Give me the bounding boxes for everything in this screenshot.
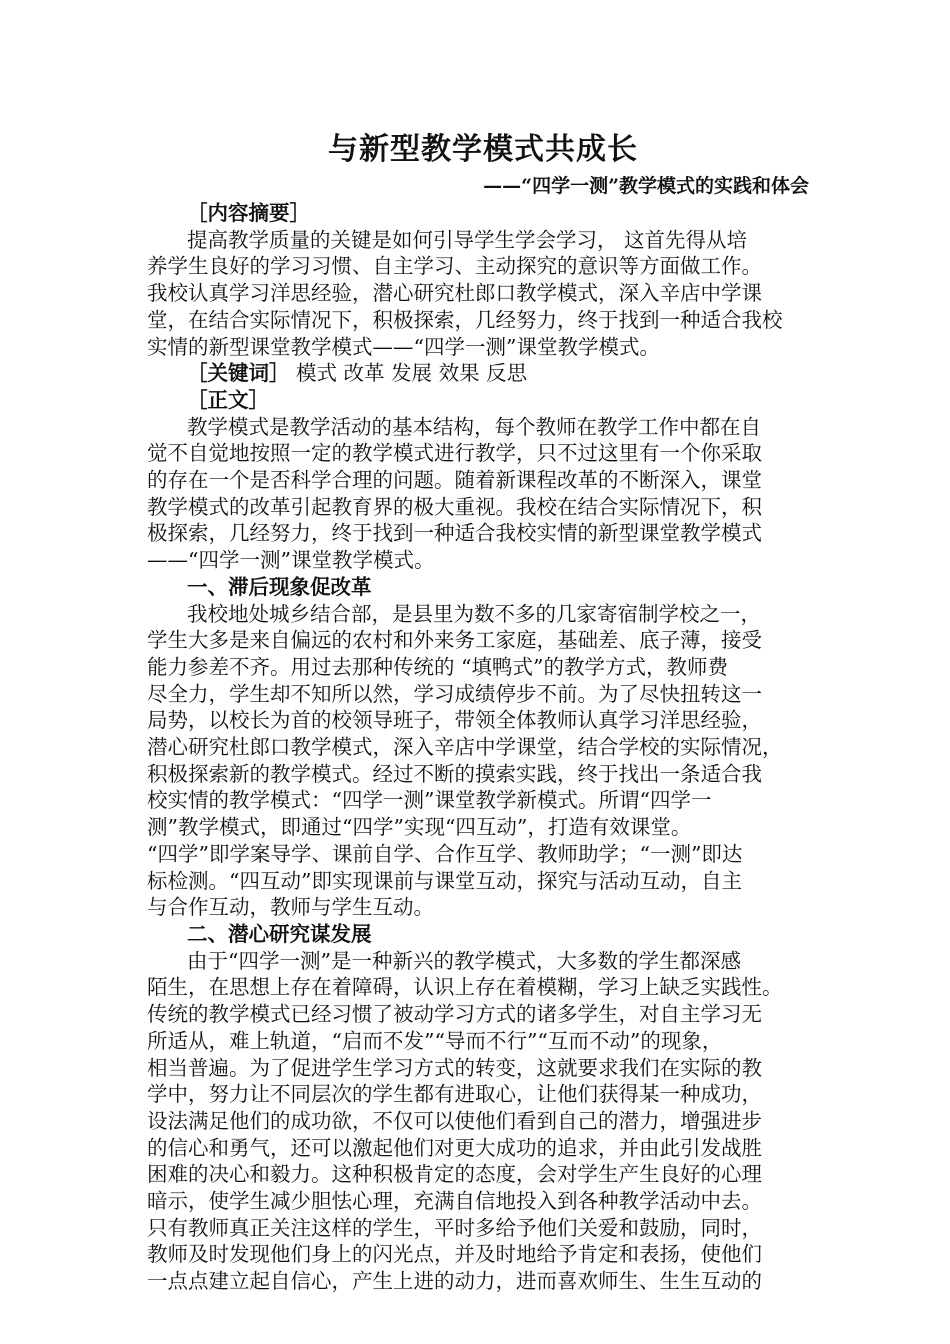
section2-line: 陌生，在思想上存在着障碍，认识上存在着模糊，学习上缺乏实践性。	[147, 975, 783, 1000]
section2-line: 的信心和勇气，还可以激起他们对更大成功的追求，并由此引发战胜	[147, 1135, 762, 1160]
intro-line: 的存在一个是否科学合理的问题。随着新课程改革的不断深入，课堂	[147, 468, 762, 493]
intro-line: 教学模式是教学活动的基本结构，每个教师在教学工作中都在自	[187, 414, 761, 439]
abstract-line: 我校认真学习洋思经验，潜心研究杜郎口教学模式，深入辛店中学课	[147, 281, 762, 306]
abstract-line: 实情的新型课堂教学模式——“四学一测”课堂教学模式。	[147, 334, 660, 359]
section2-line: 传统的教学模式已经习惯了被动学习方式的诸多学生，对自主学习无	[147, 1002, 762, 1027]
document-page	[147, 128, 819, 1295]
abstract-line: 养学生良好的学习习惯、自主学习、主动探究的意识等方面做工作。	[147, 254, 762, 279]
section1-line: 校实情的教学模式：“四学一测”课堂教学新模式。所谓“四学一	[147, 788, 712, 813]
section1-line: 与合作互动，教师与学生互动。	[147, 895, 434, 920]
intro-line: 极探索，几经努力，终于找到一种适合我校实情的新型课堂教学模式	[147, 521, 762, 546]
section1-line: 学生大多是来自偏远的农村和外来务工家庭，基础差、底子薄，接受	[147, 628, 762, 653]
section1-line: 能力参差不齐。用过去那种传统的 “填鸭式”的教学方式，教师费	[147, 654, 728, 679]
section1-line: 潜心研究杜郎口教学模式，深入辛店中学课堂，结合学校的实际情况，	[147, 735, 783, 760]
section1-line: 局势，以校长为首的校领导班子，带领全体教师认真学习洋思经验，	[147, 708, 762, 733]
section1-line: 我校地处城乡结合部，是县里为数不多的几家寄宿制学校之一，	[187, 601, 761, 626]
abstract-line: 堂，在结合实际情况下，积极探索，几经努力，终于找到一种适合我校	[147, 307, 783, 332]
abstract-line: 提高教学质量的关键是如何引导学生学会学习， 这首先得从培	[187, 227, 748, 252]
intro-line: 觉不自觉地按照一定的教学模式进行教学，只不过这里有一个你采取	[147, 441, 762, 466]
section2-line: 暗示，使学生减少胆怯心理，充满自信地投入到各种教学活动中去。	[147, 1189, 762, 1214]
keywords-row	[147, 360, 819, 387]
section1-line: 标检测。“四互动”即实现课前与课堂互动，探究与活动互动，自主	[147, 868, 742, 893]
intro-line: ——“四学一测”课堂教学模式。	[147, 548, 435, 573]
intro-paragraph	[147, 414, 819, 574]
section2-line: 一点点建立起自信心，产生上进的动力，进而喜欢师生、生生互动的	[147, 1269, 762, 1294]
section1-line: 积极探索新的教学模式。经过不断的摸索实践，终于找出一条适合我	[147, 761, 762, 786]
abstract-paragraph	[147, 227, 819, 361]
document-title: 与新型教学模式共成长	[328, 132, 638, 167]
section2-line: 由于“四学一测”是一种新兴的教学模式，大多数的学生都深感	[187, 948, 741, 973]
section2-line: 困难的决心和毅力。这种积极肯定的态度，会对学生产生良好的心理	[147, 1162, 762, 1187]
section1-heading: 一、滞后现象促改革	[187, 574, 372, 599]
section1-line: “四学”即学案导学、课前自学、合作互学、教师助学；“一测”即达	[147, 841, 743, 866]
section2-line: 所适从，难上轨道，“启而不发”“导而不行”“互而不动”的现象，	[147, 1028, 723, 1053]
intro-line: 教学模式的改革引起教育界的极大重视。我校在结合实际情况下，积	[147, 494, 762, 519]
abstract-heading: ［内容摘要］	[187, 201, 310, 225]
section2-line: 相当普遍。为了促进学生学习方式的转变，这就要求我们在实际的教	[147, 1055, 762, 1080]
section2-paragraph	[147, 948, 819, 1295]
section1-paragraph	[147, 601, 819, 921]
section2-line: 只有教师真正关注这样的学生，平时多给予他们关爱和鼓励，同时，	[147, 1215, 762, 1240]
section1-line: 测”教学模式，即通过“四学”实现“四互动”，打造有效课堂。	[147, 815, 692, 840]
section2-line: 学中，努力让不同层次的学生都有进取心，让他们获得某一种成功，	[147, 1082, 762, 1107]
keywords-label: ［关键词］	[187, 361, 290, 386]
section2-line: 设法满足他们的成功欲，不仅可以使他们看到自己的潜力，增强进步	[147, 1108, 762, 1133]
keywords-text: 模式 改革 发展 效果 反思	[289, 361, 528, 386]
document-subtitle: ——“四学一测”教学模式的实践和体会	[483, 175, 809, 197]
section2-line: 教师及时发现他们身上的闪光点，并及时地给予肯定和表扬，使他们	[147, 1242, 762, 1267]
body-heading: ［正文］	[187, 387, 269, 412]
section1-line: 尽全力，学生却不知所以然，学习成绩停步不前。为了尽快扭转这一	[147, 681, 762, 706]
section2-heading: 二、潜心研究谋发展	[187, 921, 372, 946]
